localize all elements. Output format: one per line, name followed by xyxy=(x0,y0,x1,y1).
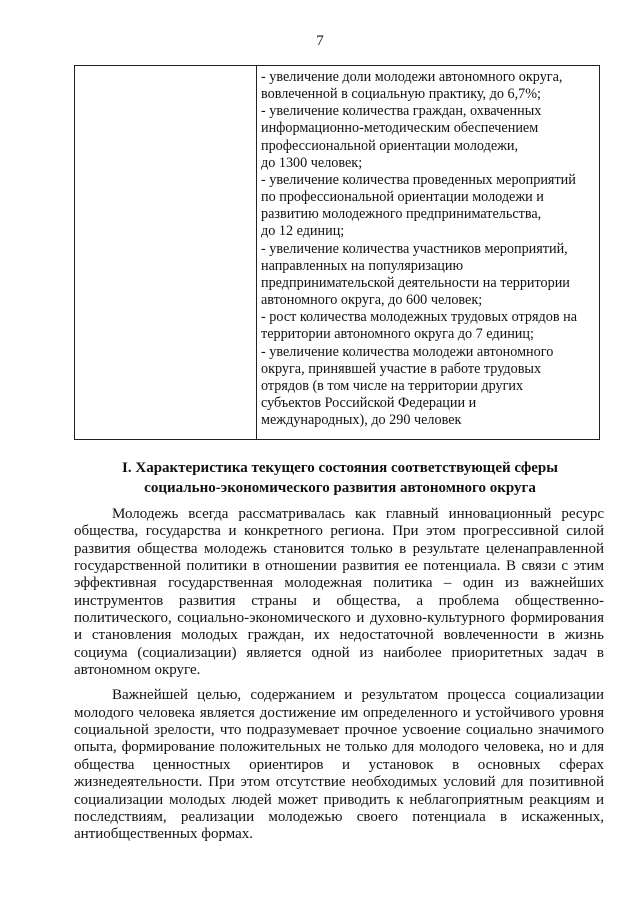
goals-table xyxy=(74,65,600,440)
paragraph-2 xyxy=(74,687,604,843)
table-text-line: по профессиональной ориентации молодежи и xyxy=(261,189,544,206)
paragraph-line: антиобщественных формах. xyxy=(74,826,254,843)
table-column-divider xyxy=(256,66,257,439)
paragraph-line: жизнедеятельности. При этом отсутствие необходимых условий для позитивной xyxy=(74,774,604,791)
table-text-line: международных), до 290 человек xyxy=(261,412,462,429)
table-text-line: округа, принявшей участие в работе трудовых xyxy=(261,360,542,377)
paragraph-line: Молодежь всегда рассматривалась как главный инновационный ресурс xyxy=(112,506,604,522)
table-text-line: автономного округа, до 600 человек; xyxy=(261,292,483,309)
table-text-line: - увеличение доли молодежи автономного округа, xyxy=(261,69,563,85)
paragraph-line: государственной политики в отношении развития ее потенциала. В связи с этим xyxy=(74,558,604,575)
table-text-line: предпринимательской деятельности на территории xyxy=(261,274,570,291)
paragraph-line: общества ценностных ориентиров и установок в основных сферах xyxy=(74,756,604,773)
table-text-line: направленных на популяризацию xyxy=(261,257,464,274)
paragraph-line: развития общества молодежь становится только в результате целенаправленной xyxy=(74,540,604,557)
table-text-line: территории автономного округа до 7 единиц; xyxy=(261,326,534,343)
paragraph-line: политического, социально-экономического и духовно-культурного формирования xyxy=(74,610,604,627)
table-text-line: до 12 единиц; xyxy=(261,223,345,240)
paragraph-1 xyxy=(74,506,604,679)
paragraph-line: опыта, формирование положительных не только для молодого человека, но и для xyxy=(74,739,604,756)
table-text-line: - рост количества молодежных трудовых отрядов на xyxy=(261,309,577,326)
paragraph-line: последствиям, реализации молодежью своего потенциала в искаженных, xyxy=(74,808,604,825)
paragraph-line: молодого человека является достижение им определенного и устойчивого уровня xyxy=(74,704,604,721)
table-text-line: - увеличение количества проведенных мероприятий xyxy=(261,171,576,188)
paragraph-line: и становления молодых граждан, их недостаточной вовлеченности в жизнь xyxy=(74,627,604,644)
table-text-line: развитию молодежного предпринимательства, xyxy=(261,206,542,223)
section-body xyxy=(74,506,604,844)
table-text-line: до 1300 человек; xyxy=(261,154,363,171)
paragraph-gap xyxy=(74,679,604,687)
paragraph-line: инструментов развития страны и общества, а проблема общественно- xyxy=(74,592,604,609)
table-text-line: профессиональной ориентации молодежи, xyxy=(261,137,519,154)
paragraph-line: социальной зрелости, что подразумевает прочное усвоение социально значимого xyxy=(74,722,604,739)
table-text-line: отрядов (в том числе на территории других xyxy=(261,377,524,394)
table-right-cell xyxy=(261,69,599,429)
page-number: 7 xyxy=(316,33,324,49)
paragraph-line: социума (социализации) является одной из наиболее приоритетных задач в xyxy=(74,644,604,661)
section-heading xyxy=(100,458,580,498)
table-text-line: - увеличение количества участников мероприятий, xyxy=(261,240,568,257)
paragraph-line: Важнейшей целью, содержанием и результатом процесса социализации xyxy=(112,687,604,704)
paragraph-line: эффективная государственная молодежная политика – один из важнейших xyxy=(74,575,604,592)
paragraph-line: общества, государства и конкретного региона. При этом прогрессивной силой xyxy=(74,523,604,540)
paragraph-line: автономном округе. xyxy=(74,662,201,679)
paragraph-line: социализации молодых людей может приводить к неблагоприятным реакциям и xyxy=(74,791,604,808)
table-text-line: - увеличение количества граждан, охваченных xyxy=(261,103,542,120)
table-text-line: информационно-методическим обеспечением xyxy=(261,120,539,137)
table-text-line: субъектов Российской Федерации и xyxy=(261,394,477,411)
table-text-line: вовлеченной в социальную практику, до 6,7%; xyxy=(261,86,542,103)
heading-line: социально-экономического развития автономного округа xyxy=(144,480,536,496)
table-text-line: - увеличение количества молодежи автономного xyxy=(261,343,554,360)
heading-line: I. Характеристика текущего состояния соответствующей сферы xyxy=(122,460,558,476)
